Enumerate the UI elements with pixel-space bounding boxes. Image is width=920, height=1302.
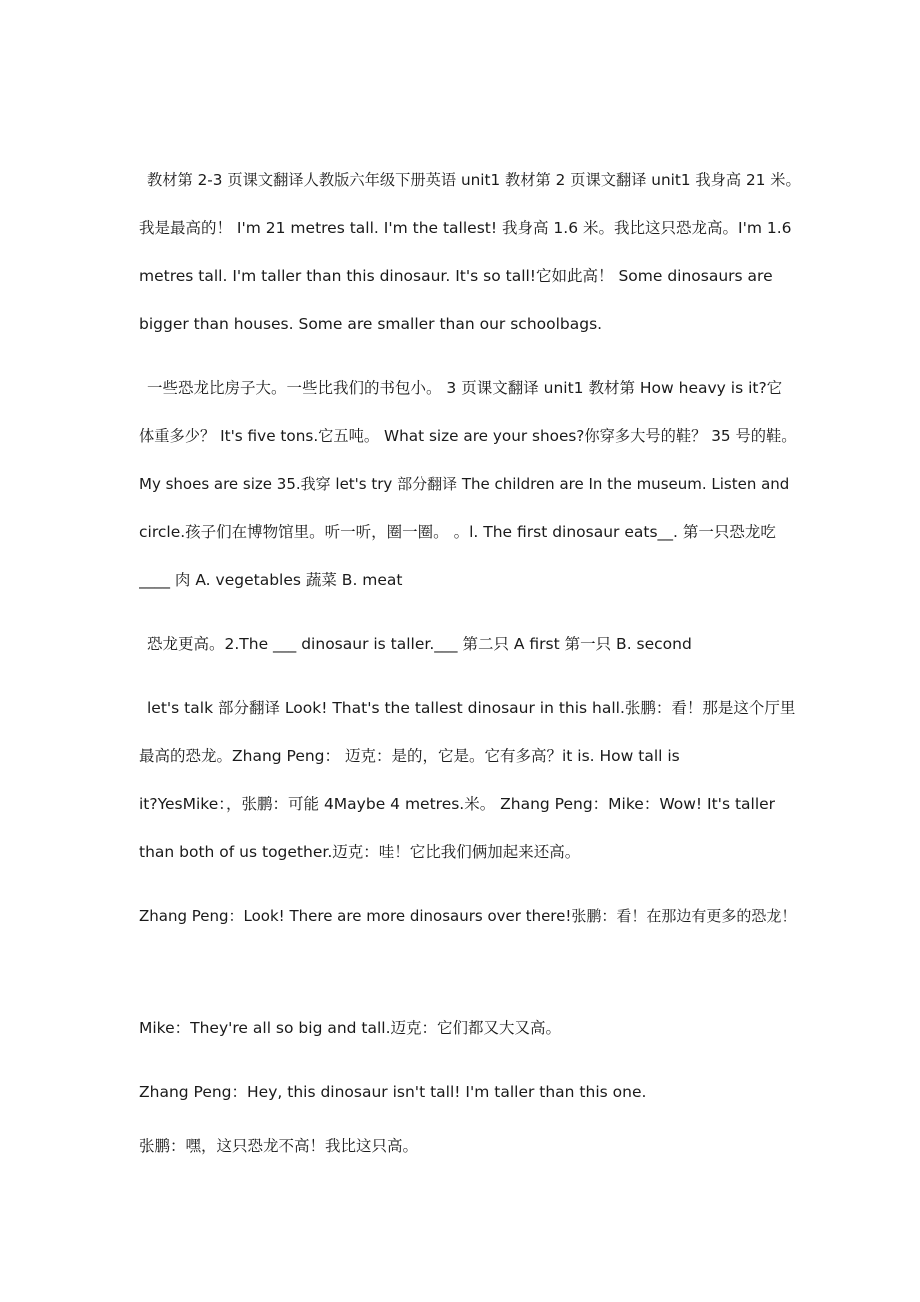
- text-line-17: Zhang Peng：Hey, this dinosaur isn't tall! I'm taller than this one.: [139, 1083, 647, 1101]
- text-line-12: 最高的恐龙。Zhang Peng： 迈克：是的，它是。它有多高？it is. How tall is: [139, 747, 680, 765]
- text-line-8: circle.孩子们在博物馆里。听一听，圈一圈。 。l. The first dinosaur eats__. 第一只恐龙吃: [139, 523, 776, 541]
- text-line-7: My shoes are size 35.我穿 let's try 部分翻译 The children are In the museum. Listen and: [139, 475, 790, 493]
- text-line-6: 体重多少？ It's five tons.它五吨。 What size are your shoes?你穿多大号的鞋？ 35 号的鞋。: [139, 427, 797, 445]
- text-line-15: Zhang Peng：Look! There are more dinosaurs over there!张鹏：看！在那边有更多的恐龙！: [139, 907, 797, 925]
- text-line-13: it?YesMike：，张鹏：可能 4Maybe 4 metres.米。 Zhang Peng：Mike：Wow! It's taller: [139, 795, 776, 813]
- text-line-2: 我是最高的！ I'm 21 metres tall. I'm the tallest! 我身高 1.6 米。我比这只恐龙高。I'm 1.6: [139, 219, 792, 237]
- text-line-14: than both of us together.迈克：哇！它比我们俩加起来还高。: [139, 843, 581, 861]
- text-line-3: metres tall. I'm taller than this dinosaur. It's so tall!它如此高！ Some dinosaurs are: [139, 267, 773, 285]
- text-line-4: bigger than houses. Some are smaller than our schoolbags.: [139, 315, 603, 333]
- text-line-18: 张鹏：嘿，这只恐龙不高！我比这只高。: [139, 1137, 419, 1155]
- text-line-11: let's talk 部分翻译 Look! That's the tallest dinosaur in this hall.张鹏：看！那是这个厅里: [147, 699, 796, 717]
- text-line-1: 教材第 2-3 页课文翻译人教版六年级下册英语 unit1 教材第 2 页课文翻译 unit1 我身高 21 米。: [147, 171, 801, 189]
- text-line-9: ____ 肉 A. vegetables 蔬菜 B. meat: [139, 571, 403, 589]
- text-line-10: 恐龙更高。2.The ___ dinosaur is taller.___ 第二只 A first 第一只 B. second: [147, 635, 692, 653]
- text-line-16: Mike：They're all so big and tall.迈克：它们都又大又高。: [139, 1019, 562, 1037]
- text-line-5: 一些恐龙比房子大。一些比我们的书包小。 3 页课文翻译 unit1 教材第 How heavy is it?它: [147, 379, 783, 397]
